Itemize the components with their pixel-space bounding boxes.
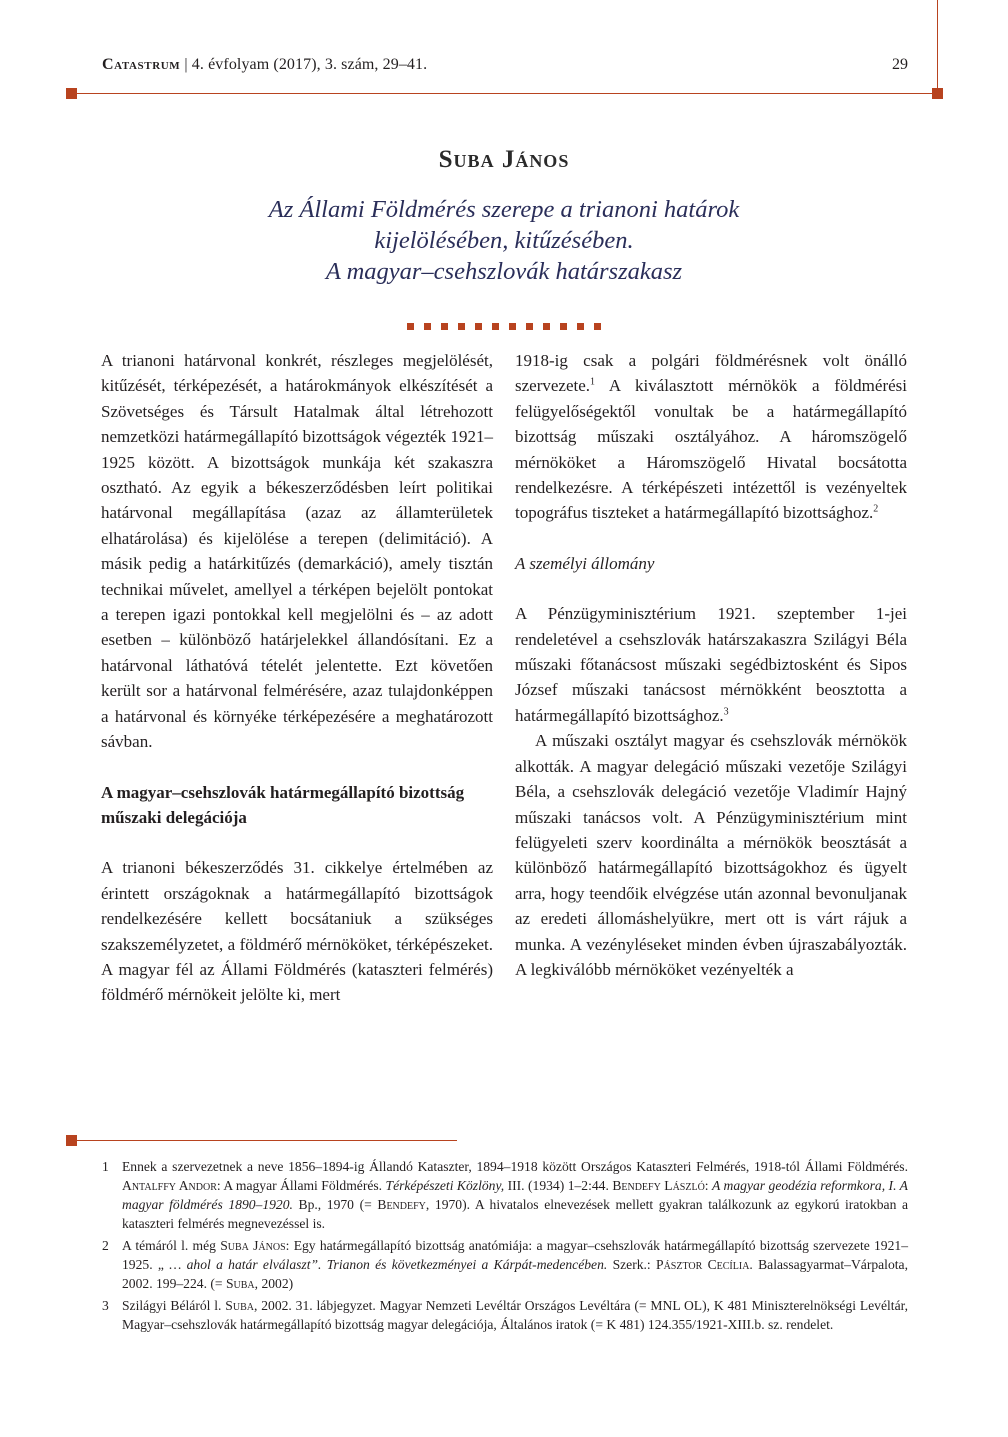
technical-division-paragraph: A műszaki osztályt magyar és csehszlovák mérnökök alkották. A magyar delegáció műszaki vezetője Szilágyi Béla, a csehszlovák delegáció vezetője Vladimír Hajný műszaki tanácsos volt. A Pénzügyminisztérium mint felügyeleti szerv koordinálta a mérnökök beosztását a különböző határmegállapító bizottságokhoz és ügyelt arra, hogy teendőik elvégzése után azonnal bevonuljanak az eredeti állomáshelyükre, mert ott is várt rájuk a munka. A vezényléseket minden évben újraszabályozták. A legkiválóbb mérnököket vezényelték a [515,731,907,979]
right-column [515,348,907,982]
footnote-ref-1[interactable]: 1 [590,376,596,388]
journal-details: | 4. évfolyam (2017), 3. szám, 29–41. [180,56,428,73]
title-ornament-dots [0,323,1008,330]
article-title [100,194,908,287]
footnote-text: A témáról l. még Suba János: Egy határmegállapító bizottság anatómiája: a magyar–csehszlovák határmegállapító bizottság szervezete 1921–1925. „ … ahol a határ elválaszt”. Trianon és következményei a Kárpát-medencében. Szerk.: Pásztor Cecília. Balassagyarmat–Várpalota, 2002. 199–224. (= Suba, 2002) [122,1238,908,1291]
footnote-text: Szilágyi Béláról l. Suba, 2002. 31. lábjegyzet. Magyar Nemzeti Levéltár Országos Levéltára (= MNL OL), K 481 Miniszterelnökségi Levéltár, Magyar–csehszlovák határmegállapító bizottság magyar delegációja, Általános iratok (= K 481) 124.355/1921-XIII.b. sz. rendelet. [122,1298,908,1332]
title-line: kijelölésében, kitűzésében. [374,227,634,254]
left-column [101,348,493,1008]
title-line: Az Állami Földmérés szerepe a trianoni határok [268,196,740,223]
footnote-item [102,1157,908,1233]
footnote-item [102,1236,908,1293]
footnote-ref-2[interactable]: 2 [873,503,879,515]
running-header [102,56,427,74]
header-right-marker [932,88,943,99]
footnote-item [102,1296,908,1334]
footnotes [102,1157,908,1337]
journal-name: Catastrum [102,56,181,73]
section-heading: A magyar–csehszlovák határmegállapító bizottság műszaki delegációja [101,782,465,827]
footnote-divider [72,1140,457,1141]
page-number: 29 [892,56,908,73]
section-paragraph: A trianoni békeszerződés 31. cikkelye értelmében az érintett országoknak a határmegállapító bizottságok rendelkezésére kellett bocsátaniuk a szükséges szakszemélyzetet, a földmérő mérnököket, térképészeket. A magyar fél az Állami Földmérés (kataszteri felmérés) földmérő mérnökeit jelölte ki, mert [101,858,493,1005]
footnote-text: Ennek a szervezetnek a neve 1856–1894-ig Állandó Kataszter, 1894–1918 között Országos Kataszteri Felmérés, 1918-tól Állami Földmérés. Antalffy Andor: A magyar Állami Földmérés. Térképészeti Közlöny, III. (1934) 1–2:44. Bendefy László: A magyar geodézia reformkora, I. A magyar földmérés 1890–1920. Bp., 1970 (= Bendefy, 1970). A hivatalos elnevezések mellett gyakran találkozunk az egykorú iratokban a kataszteri felmérés megnevezéssel is. [122,1159,908,1231]
footnote-number: 2 [102,1238,109,1253]
continued-paragraph: 1918-ig csak a polgári földmérésnek volt önálló szervezete.$^1$ A kiválasztott mérnökök a földmérési felügyelőségektől vonultak be a határmegállapító bizottság műszaki osztályához. A háromszögelő mérnököket a Háromszögelő Hivatal bocsátotta rendelkezésre. A térképészeti intézettől is vezényeltek topográfus tiszteket a határmegállapító bizottsághoz.$^2$ [515,351,907,523]
footnote-number: 3 [102,1298,109,1313]
header-horizontal-rule [72,93,943,94]
header-vertical-rule [937,0,938,92]
footnote-number: 1 [102,1159,109,1174]
intro-paragraph: A trianoni határvonal konkrét, részleges megjelölését, kitűzését, térképezését, a határokmányok elkészítését a Szövetséges és Társult Hatalmak által létrehozott nemzetközi határmegállapító bizottságok végezték 1921–1925 között. A bizottságok munkája két szakaszra osztható. Az egyik a békeszerződésben leírt politikai határvonal megállapítása (azaz az államterületek elhatárolása) és kijelölése a terepen (delimitáció). A másik pedig a határkitűzés (demarkáció), amely tisztán technikai művelet, amellyel a térképen bejelölt pontokat a terepen igazi pontokkal kell megjelölni és – az adott esetben – különböző határjelekkel állandósítani. Ez a határvonal láthatóvá tételét jelentette. Ezt követően került sor a határvonal felmérésére, azaz tulajdonképpen a határvonal és környéke térképezésére a meghatározott sávban. [101,351,493,752]
header-left-marker [66,88,77,99]
footnote-marker [66,1135,77,1146]
footnote-ref-3[interactable]: 3 [723,706,729,718]
subsection-heading: A személyi állomány [515,553,655,573]
staff-paragraph: A Pénzügyminisztérium 1921. szeptember 1-jei rendeletével a csehszlovák határszakaszra Szilágyi Béla műszaki főtanácsost műszaki segédbiztosként és Sipos József műszaki tanácsost mérnökként beosztotta a határmegállapító bizottsághoz.$^3$ [515,604,907,725]
title-line: A magyar–csehszlovák határszakasz [325,258,683,285]
author-name: Suba János [438,146,570,173]
